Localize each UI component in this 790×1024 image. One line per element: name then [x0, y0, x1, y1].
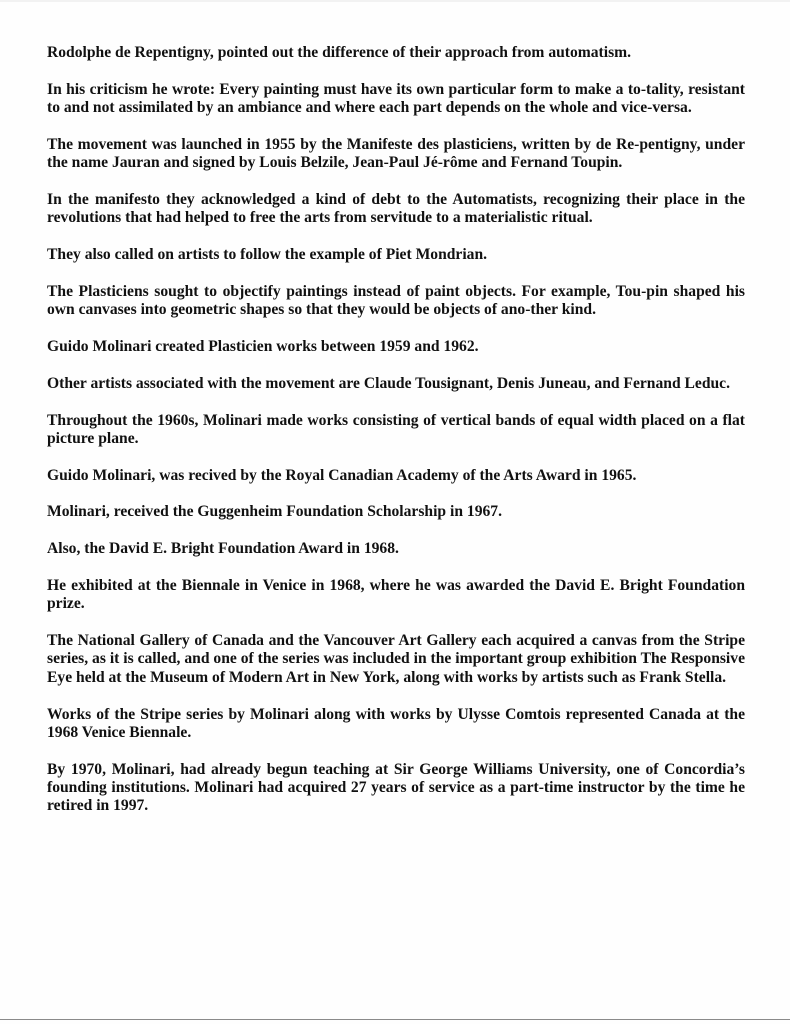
paragraph-repentigny: Rodolphe de Repentigny, pointed out the difference of their approach from automatism.	[47, 44, 632, 61]
paragraph-teaching: By 1970, Molinari, had already begun teaching at Sir George Williams University, one of Concordia’s founding institutions. Molinari had acquired 27 years of service as a part-time instructor by the time he retired in 1997.	[47, 760, 745, 815]
paragraph-other-artists: Other artists associated with the movement are Claude Tousignant, Denis Juneau, and Fernand Leduc.	[47, 374, 731, 392]
paragraph-plasticien-works: Guido Molinari created Plasticien works between 1959 and 1962.	[47, 337, 479, 355]
page-bottom-rule	[0, 1019, 790, 1020]
paragraph-mondrian: They also called on artists to follow the example of Piet Mondrian.	[47, 246, 488, 264]
paragraph-manifesto: In the manifesto they acknowledged a kind of debt to the Automatists, recognizing their place in the revolutions that had helped to free the arts from servitude to a materialistic ritual.	[47, 190, 745, 227]
document-body	[47, 44, 745, 834]
paragraph-objectify: The Plasticiens sought to objectify paintings instead of paint objects. For example, Tou-pin shaped his own canvases into geometric shapes so that they would be objects of ano-ther kind.	[47, 282, 745, 319]
paragraph-biennale: He exhibited at the Biennale in Venice in 1968, where he was awarded the David E. Bright Foundation prize.	[47, 577, 745, 613]
paragraph-stripe-series: Works of the Stripe series by Molinari along with works by Ulysse Comtois represented Canada at the 1968 Venice Biennale.	[47, 705, 745, 741]
paragraph-guggenheim: Molinari, received the Guggenheim Foundation Scholarship in 1967.	[47, 503, 502, 521]
scan-edge	[0, 0, 790, 2]
paragraph-bright-award: Also, the David E. Bright Foundation Award in 1968.	[47, 540, 399, 558]
paragraph-movement-launch: The movement was launched in 1955 by the Manifeste des plasticiens, written by de Re-pentigny, under the name Jauran and signed by Louis Belzile, Jean-Paul Jé-rôme and Fernand Toupin.	[47, 135, 745, 172]
paragraph-royal-academy: Guido Molinari, was recived by the Royal Canadian Academy of the Arts Award in 1965.	[47, 466, 637, 484]
paragraph-national-gallery: The National Gallery of Canada and the Vancouver Art Gallery each acquired a canvas from the Stripe series, as it is called, and one of the series was included in the important group exhibition The Responsive Eye held at the Museum of Modern Art in New York, along with works by artists such as Frank Stella.	[47, 632, 745, 686]
paragraph-criticism: In his criticism he wrote: Every painting must have its own particular form to make a to-tality, resistant to and not assimilated by an ambiance and where each part depends on the whole and vice-versa.	[47, 80, 745, 117]
paragraph-1960s: Throughout the 1960s, Molinari made works consisting of vertical bands of equal width placed on a flat picture plane.	[47, 411, 745, 447]
